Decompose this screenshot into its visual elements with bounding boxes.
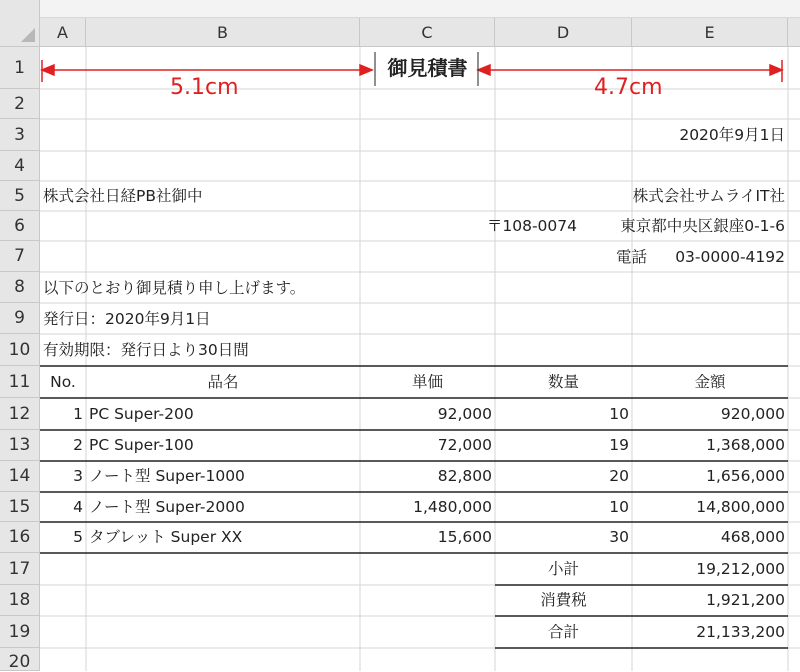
validity-cell[interactable]: 有効期限：発行日より30日間 [43, 341, 249, 359]
table-row-2-qty[interactable]: 19 [609, 436, 629, 454]
column-header-c[interactable]: C [360, 18, 495, 47]
customer-cell[interactable]: 株式会社日経PB社御中 [43, 187, 203, 205]
measure-label-left: 5.1cm [170, 75, 239, 100]
row-header-17[interactable]: 17 [0, 553, 40, 585]
row-header-10[interactable]: 10 [0, 334, 40, 366]
row-header-3[interactable]: 3 [0, 119, 40, 151]
table-row-2-no[interactable]: 2 [73, 436, 83, 454]
table-row-3-amount[interactable]: 1,656,000 [706, 467, 785, 485]
column-header-a[interactable]: A [40, 18, 86, 47]
table-row-1-price[interactable]: 92,000 [437, 405, 492, 423]
table-row-2-price[interactable]: 72,000 [437, 436, 492, 454]
row-header-4[interactable]: 4 [0, 151, 40, 181]
table-row-4-item[interactable]: ノート型 Super-2000 [89, 498, 245, 516]
row-header-11[interactable]: 11 [0, 366, 40, 398]
table-row-5-price[interactable]: 15,600 [437, 528, 492, 546]
row-header-7[interactable]: 7 [0, 241, 40, 272]
row-header-18[interactable]: 18 [0, 585, 40, 616]
row-header-15[interactable]: 15 [0, 492, 40, 522]
table-row-3-item[interactable]: ノート型 Super-1000 [89, 467, 245, 485]
address-cell[interactable]: 東京都中央区銀座0-1-6 [620, 217, 785, 235]
total-value[interactable]: 21,133,200 [696, 623, 785, 641]
table-row-3-no[interactable]: 3 [73, 467, 83, 485]
table-row-4-no[interactable]: 4 [73, 498, 83, 516]
subtotal-label[interactable]: 小計 [547, 560, 579, 578]
header-unit-price[interactable]: 単価 [411, 373, 443, 391]
table-row-5-item[interactable]: タブレット Super XX [89, 528, 243, 546]
table-row-1-item[interactable]: PC Super-200 [89, 405, 194, 423]
phone-cell[interactable]: 03-0000-4192 [675, 248, 785, 266]
row-header-9[interactable]: 9 [0, 303, 40, 334]
row-header-19[interactable]: 19 [0, 616, 40, 648]
total-label[interactable]: 合計 [547, 623, 579, 641]
subtotal-value[interactable]: 19,212,000 [696, 560, 785, 578]
table-row-5-amount[interactable]: 468,000 [720, 528, 785, 546]
row-header-13[interactable]: 13 [0, 430, 40, 461]
column-header-e[interactable]: E [632, 18, 788, 47]
table-row-1-qty[interactable]: 10 [609, 405, 629, 423]
issue-date-cell[interactable]: 発行日：2020年9月1日 [43, 310, 211, 328]
header-item[interactable]: 品名 [207, 373, 239, 391]
phone-label-cell[interactable]: 電話 [615, 248, 647, 266]
table-row-5-qty[interactable]: 30 [609, 528, 629, 546]
row-header-12[interactable]: 12 [0, 398, 40, 430]
table-row-2-item[interactable]: PC Super-100 [89, 436, 194, 454]
column-header-b[interactable]: B [86, 18, 360, 47]
table-row-1-no[interactable]: 1 [73, 405, 83, 423]
tax-label[interactable]: 消費税 [540, 591, 587, 609]
row-header-5[interactable]: 5 [0, 181, 40, 211]
column-header-d[interactable]: D [495, 18, 632, 47]
table-row-3-price[interactable]: 82,800 [437, 467, 492, 485]
date-cell[interactable]: 2020年9月1日 [679, 126, 785, 144]
header-quantity[interactable]: 数量 [547, 373, 579, 391]
measure-label-right: 4.7cm [594, 75, 663, 100]
table-row-4-price[interactable]: 1,480,000 [413, 498, 492, 516]
table-row-1-amount[interactable]: 920,000 [720, 405, 785, 423]
row-header-20[interactable]: 20 [0, 648, 40, 671]
row-header-2[interactable]: 2 [0, 89, 40, 119]
row-header-1[interactable]: 1 [0, 47, 40, 89]
table-row-3-qty[interactable]: 20 [609, 467, 629, 485]
header-amount[interactable]: 金額 [694, 373, 726, 391]
table-row-4-qty[interactable]: 10 [609, 498, 629, 516]
row-header-14[interactable]: 14 [0, 461, 40, 492]
intro-cell[interactable]: 以下のとおり御見積り申し上げます。 [43, 279, 306, 297]
table-row-5-no[interactable]: 5 [73, 528, 83, 546]
table-row-4-amount[interactable]: 14,800,000 [696, 498, 785, 516]
company-cell[interactable]: 株式会社サムライIT社 [632, 187, 785, 205]
table-row-2-amount[interactable]: 1,368,000 [706, 436, 785, 454]
row-header-8[interactable]: 8 [0, 272, 40, 303]
row-header-16[interactable]: 16 [0, 522, 40, 553]
title-cell[interactable]: 御見積書 [387, 56, 468, 80]
tax-value[interactable]: 1,921,200 [706, 591, 785, 609]
postal-cell[interactable]: 〒108-0074 [486, 217, 577, 235]
row-header-6[interactable]: 6 [0, 211, 40, 241]
header-no[interactable]: No. [50, 373, 76, 391]
